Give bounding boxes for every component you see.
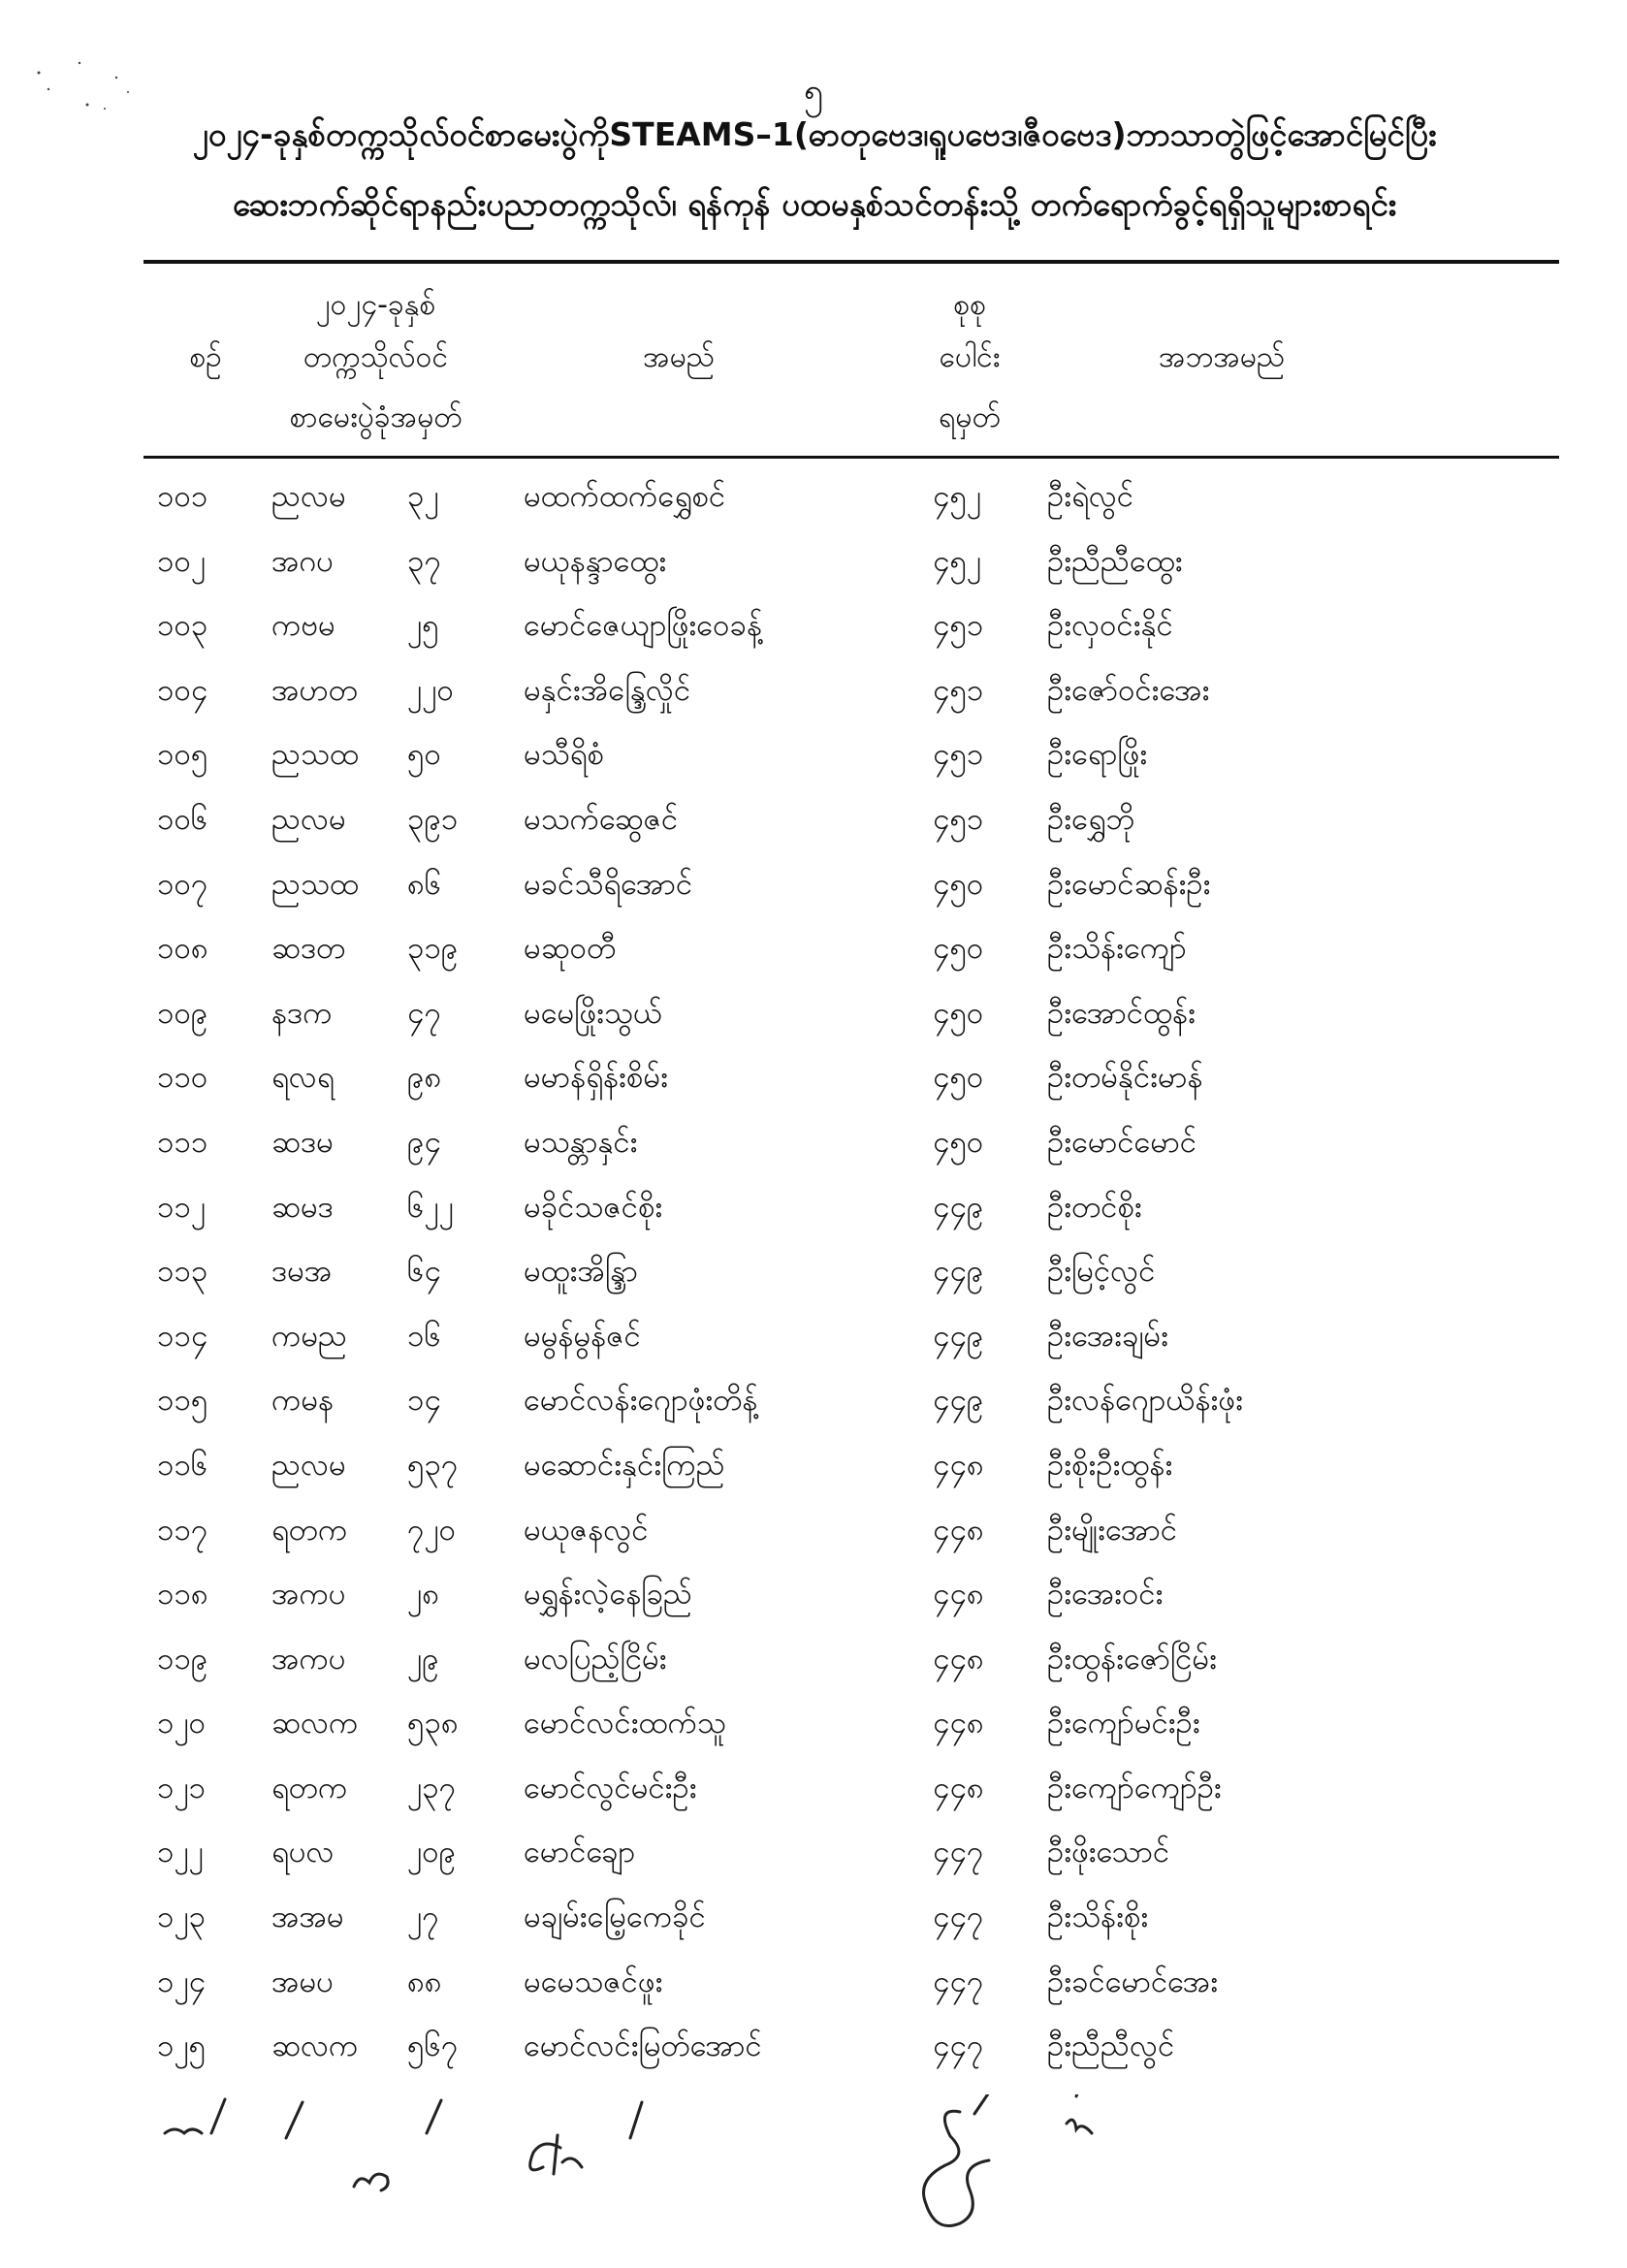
table-row [0,2013,1627,2078]
row-no: ၁၀၆ [157,801,208,837]
exam-number: ၁၄ [407,1383,441,1419]
table-row [0,786,1627,851]
exam-code: အကပ [271,1577,346,1613]
exam-code: ရတက [271,1512,348,1548]
table-row [0,1497,1627,1562]
exam-code: ဆလက [271,2028,359,2064]
document-title-line2: ဆေးဘက်ဆိုင်ရာနည်းပညာတက္ကသိုလ်၊ ရန်ကုန် ပထမနှစ်သင်တန်းသို့ တက်ရောက်ခွင့်ရရှိသူများစာရင်း [232,185,1397,223]
student-name: မဆုဝတီ [524,931,617,967]
row-no: ၁၁၇ [157,1512,208,1548]
exam-number: ၅၀ [407,737,441,773]
table-row [0,915,1627,980]
total-score: ၄၄၉ [933,1383,984,1419]
exam-number: ၈၈ [407,1964,442,1999]
student-name: မနှင်းအိန္ဒြေလှိုင် [524,672,691,708]
row-no: ၁၂၄ [157,1964,207,1999]
row-no: ၁၂၅ [157,2028,207,2064]
table-row [0,592,1627,657]
student-name: မမေသဇင်ဖူး [524,1964,663,1999]
father-name: ဦးသိန်းကျော် [1047,931,1187,967]
table-row [0,463,1627,528]
exam-code: အအမ [271,1900,344,1935]
table-row [0,1109,1627,1174]
row-no: ၁၁၁ [157,1124,208,1160]
row-no: ၁၀၈ [157,931,208,967]
father-name: ဦးညီညီလွင် [1047,2028,1175,2064]
exam-code: ဆဒမ [271,1124,334,1160]
table-row [0,1303,1627,1368]
father-name: ဦးမောင်ဆန်းဦး [1047,866,1211,902]
table-row [0,1819,1627,1884]
total-score: ၄၄၈ [933,1577,984,1613]
exam-number: ၃၂ [407,479,439,514]
father-name: ဦးတင်စိုး [1047,1189,1142,1225]
total-score: ၄၅၁ [933,737,984,773]
row-no: ၁၁၆ [157,1447,208,1483]
exam-code: ကဗမ [271,608,335,644]
total-score: ၄၅၂ [933,479,982,514]
father-name: ဦးခင်မောင်အေး [1047,1964,1219,1999]
student-name: မလပြည့်ငြိမ်း [524,1641,667,1677]
row-no: ၁၀၉ [157,995,208,1031]
table-row [0,1884,1627,1949]
row-no: ၁၁၃ [157,1254,208,1290]
father-name: ဦးအေးဝင်း [1047,1577,1164,1613]
total-score: ၄၅၀ [933,866,984,902]
row-no: ၁၀၇ [157,866,208,902]
father-name: ဦးစိုးဦးထွန်း [1047,1447,1173,1483]
student-name: မောင်ဇေယျာဖြိုးဝေခန့် [524,608,763,644]
total-score: ၄၅၂ [933,543,982,579]
student-name: မသက်ဆွေဇင် [524,801,679,837]
father-name: ဦးညီညီထွေး [1047,543,1183,579]
exam-code: ရတက [271,1770,348,1805]
header-score-line3: ရမှတ် [939,400,1001,434]
total-score: ၄၄၈ [933,1641,984,1677]
exam-number: ၃၉၁ [407,801,459,837]
exam-number: ၂၇ [407,1900,439,1935]
father-name: ဦးထွန်းဇော်ငြိမ်း [1047,1641,1217,1677]
header-score-line2: ပေါင်း [939,340,1001,374]
total-score: ၄၅၀ [933,931,984,967]
exam-code: အဂပ [271,543,334,579]
exam-code: ဒမအ [271,1254,333,1290]
row-no: ၁၀၂ [157,543,207,579]
student-name: မောင်လင်းထက်သူ [524,1706,726,1741]
table-row [0,528,1627,593]
total-score: ၄၄၈ [933,1447,984,1483]
exam-number: ၁၆ [407,1318,441,1354]
exam-code: ညလမ [271,1447,346,1483]
header-bottom-rule [144,456,1559,459]
student-name: မချမ်းမြေ့ကေခိုင် [524,1900,706,1935]
total-score: ၄၅၁ [933,801,984,837]
exam-number: ၃၇ [407,543,441,579]
handwritten-initials [145,2094,1115,2259]
exam-number: ၆၂၂ [407,1189,454,1225]
row-no: ၁၁၈ [157,1577,208,1613]
exam-code: ညသထ [271,737,359,773]
student-name: မယုဇနလွင် [524,1512,649,1548]
exam-number: ၄၇ [407,995,441,1031]
father-name: ဦးရဲလွင် [1047,479,1134,514]
father-name: ဦးအေးချမ်း [1047,1318,1168,1354]
table-row [0,1626,1627,1691]
exam-code: ရပလ [271,1835,335,1870]
father-name: ဦးကျော်ကျော်ဦး [1047,1770,1222,1805]
table-row [0,721,1627,786]
table-row [0,1238,1627,1303]
exam-number: ၂၂၀ [407,672,454,708]
table-row [0,851,1627,916]
table-row [0,1690,1627,1755]
table-row [0,1432,1627,1497]
student-name: မောင်လွင်မင်းဦး [524,1770,697,1805]
total-score: ၄၅၀ [933,1124,984,1160]
exam-code: နဒက [271,995,333,1031]
table-row [0,1949,1627,2014]
father-name: ဦးဇော်ဝင်းအေး [1047,672,1210,708]
father-name: ဦးရောဖြိုး [1047,737,1148,773]
total-score: ၄၄၇ [933,1964,984,1999]
father-name: ဦးသိန်းစိုး [1047,1900,1149,1935]
exam-number: ၇၂၀ [407,1512,457,1548]
total-score: ၄၄၉ [933,1189,984,1225]
exam-code: ဆမဒ [271,1189,334,1225]
exam-number: ၅၃၈ [407,1706,459,1741]
exam-code: ဆလက [271,1706,359,1741]
father-name: ဦးမျိုးအောင် [1047,1512,1178,1548]
father-name: ဦးလန်ဂျောယိန်းဖုံး [1047,1383,1243,1419]
row-no: ၁၁၂ [157,1189,207,1225]
father-name: ဦးလှဝင်းနိုင် [1047,608,1173,644]
student-name: မောင်လင်းမြတ်အောင် [524,2028,762,2064]
total-score: ၄၅၀ [933,1060,984,1096]
exam-number: ၂၈ [407,1577,439,1613]
header-exam-line3: စာမေးပွဲခုံအမှတ် [289,400,463,434]
student-name: မထူးအိန္ဒြာ [524,1254,638,1290]
exam-number: ၂၅ [407,608,439,644]
total-score: ၄၅၁ [933,608,984,644]
row-no: ၁၂၀ [157,1706,207,1741]
row-no: ၁၀၃ [157,608,208,644]
student-name: မယုနန္ဒာထွေး [524,543,667,579]
row-no: ၁၀၅ [157,737,208,773]
exam-number: ၂၉ [407,1641,439,1677]
exam-number: ၅၆၇ [407,2028,459,2064]
table-row [0,1044,1627,1109]
exam-code: ဆဒတ [271,931,346,967]
exam-number: ၆၄ [407,1254,441,1290]
total-score: ၄၅၀ [933,995,984,1031]
exam-code: အကပ [271,1641,346,1677]
exam-code: ကမန [271,1383,335,1419]
total-score: ၄၄၈ [933,1770,984,1805]
row-no: ၁၁၀ [157,1060,208,1096]
row-no: ၁၁၄ [157,1318,208,1354]
exam-code: ကမည [271,1318,348,1354]
row-no: ၁၀၁ [157,479,208,514]
father-name: ဦးတမ်နိုင်းမာန် [1047,1060,1203,1096]
table-top-rule [144,260,1559,264]
header-no: စဉ် [189,340,222,374]
table-row [0,657,1627,722]
total-score: ၄၄၇ [933,2028,984,2064]
father-name: ဦးဖိုးသောင် [1047,1835,1170,1870]
table-row [0,980,1627,1045]
table-body [0,463,1627,2078]
document-title-line1: ၂၀၂၄-ခုနှစ်တက္ကသိုလ်ဝင်စာမေးပွဲကိုSTEAMS–1(ဓာတုဗေဒ၊ရူပဗေဒ၊ဇီဝဗေဒ)ဘာသာတွဲဖြင့်အောင်မြင်ပြီး [192,115,1437,153]
row-no: ၁၂၃ [157,1900,207,1935]
exam-number: ၃၁၉ [407,931,459,967]
exam-number: ၈၆ [407,866,442,902]
student-name: မသန္တာနှင်း [524,1124,638,1160]
exam-code: အမပ [271,1964,334,1999]
header-exam-line1: ၂၀၂၄-ခုနှစ် [315,288,436,322]
total-score: ၄၄၉ [933,1318,984,1354]
row-no: ၁၂၂ [157,1835,204,1870]
exam-code: အဟတ [271,672,358,708]
father-name: ဦးမြင့်လွင် [1047,1254,1156,1290]
exam-code: ညသထ [271,866,359,902]
row-no: ၁၀၄ [157,672,208,708]
student-name: မခင်သီရိအောင် [524,866,693,902]
total-score: ၄၄၉ [933,1254,984,1290]
total-score: ၄၄၇ [933,1900,984,1935]
father-name: ဦးမောင်မောင် [1047,1124,1197,1160]
signature-row [145,2094,1115,2259]
student-name: မမာန်ရှိန်းစိမ်း [524,1060,668,1096]
row-no: ၁၂၁ [157,1770,207,1805]
exam-code: ညလမ [271,801,346,837]
student-name: မောင်ချော [524,1835,636,1870]
father-name: ဦးအောင်ထွန်း [1047,995,1196,1031]
page-number: ၅ [803,72,824,112]
exam-code: ညလမ [271,479,346,514]
table-row [0,1561,1627,1626]
student-name: မမေဖြိုးသွယ် [524,995,663,1031]
total-score: ၄၄၇ [933,1835,984,1870]
header-father-name: အဘအမည် [1158,340,1286,374]
student-name: မမွန်မွန်ဇင် [524,1318,641,1354]
header-name: အမည် [643,340,715,374]
student-name: မရွှန်းလဲ့နေခြည် [524,1577,692,1613]
father-name: ဦးကျော်မင်းဦး [1047,1706,1200,1741]
table-row [0,1367,1627,1432]
student-name: မခိုင်သဇင်စိုး [524,1189,663,1225]
exam-number: ၅၃၇ [407,1447,459,1483]
row-no: ၁၁၅ [157,1383,208,1419]
table-row [0,1174,1627,1239]
student-name: မထက်ထက်ရွှေစင် [524,479,726,514]
row-no: ၁၁၉ [157,1641,208,1677]
exam-code: ရလရ [271,1060,335,1096]
total-score: ၄၄၈ [933,1706,984,1741]
exam-number: ၉၈ [407,1060,442,1096]
exam-number: ၉၄ [407,1124,441,1160]
student-name: မောင်လန်းဂျောဖုံးတိန့် [524,1383,758,1419]
total-score: ၄၅၁ [933,672,984,708]
total-score: ၄၄၈ [933,1512,984,1548]
student-name: မဆောင်းနှင်းကြည် [524,1447,725,1483]
table-row [0,1755,1627,1820]
header-score-line1: စုစု [953,288,986,322]
father-name: ဦးရွှေဘို [1047,801,1135,837]
exam-number: ၂၀၉ [407,1835,457,1870]
exam-number: ၂၃၇ [407,1770,457,1805]
header-exam-line2: တက္ကသိုလ်ဝင် [303,340,449,374]
student-name: မသီရိစံ [524,737,604,773]
